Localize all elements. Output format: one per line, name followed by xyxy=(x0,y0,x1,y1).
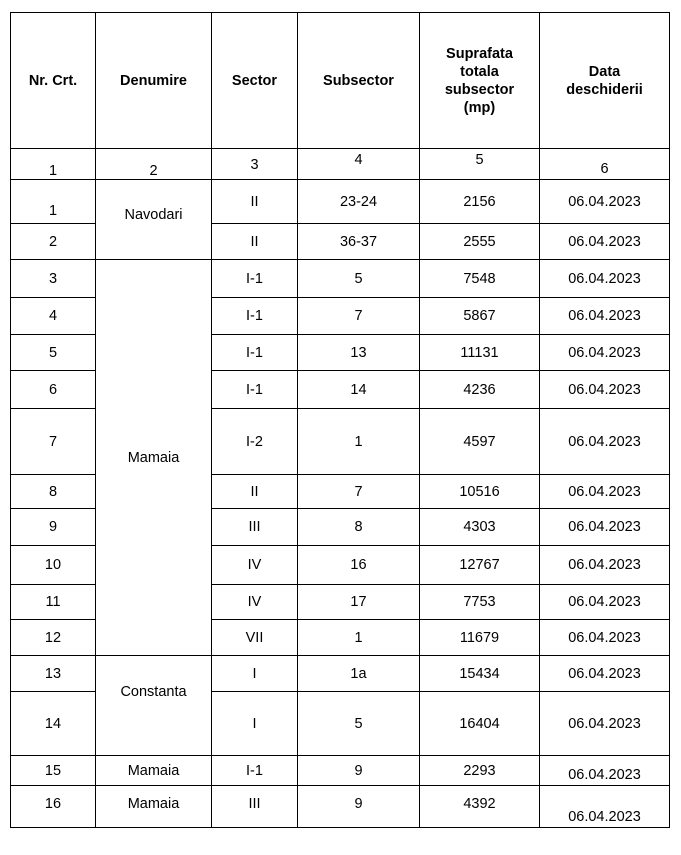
cell-denumire: Mamaia xyxy=(96,756,212,786)
cell-sector: II xyxy=(212,180,298,224)
cell-suprafata: 7753 xyxy=(420,585,540,620)
cell-nr: 1 xyxy=(11,180,96,224)
cell-suprafata: 10516 xyxy=(420,475,540,509)
cell-subsector: 23-24 xyxy=(298,180,420,224)
cell-suprafata: 12767 xyxy=(420,546,540,585)
cell-nr: 5 xyxy=(11,335,96,371)
cell-sector: III xyxy=(212,509,298,546)
cell-subsector: 7 xyxy=(298,298,420,335)
cell-nr: 14 xyxy=(11,692,96,756)
header-data-deschiderii: Data deschiderii xyxy=(540,13,670,149)
cell-data: 06.04.2023 xyxy=(540,224,670,260)
cell-sector: II xyxy=(212,224,298,260)
cell-data: 06.04.2023 xyxy=(540,409,670,475)
cell-subsector: 36-37 xyxy=(298,224,420,260)
cell-suprafata: 4236 xyxy=(420,371,540,409)
cell-data: 06.04.2023 xyxy=(540,620,670,656)
cell-suprafata: 4303 xyxy=(420,509,540,546)
cell-subsector: 13 xyxy=(298,335,420,371)
cell-sector: I-1 xyxy=(212,298,298,335)
cell-suprafata: 4392 xyxy=(420,786,540,828)
cell-denumire: Mamaia xyxy=(96,786,212,828)
header-subsector: Subsector xyxy=(298,13,420,149)
header-denumire: Denumire xyxy=(96,13,212,149)
cell-nr: 16 xyxy=(11,786,96,828)
cell-subsector: 9 xyxy=(298,786,420,828)
cell-suprafata: 4597 xyxy=(420,409,540,475)
beach-sectors-table xyxy=(10,12,670,828)
cell-suprafata: 15434 xyxy=(420,656,540,692)
cell-data: 06.04.2023 xyxy=(540,786,670,828)
cell-nr: 3 xyxy=(11,260,96,298)
cell-sector: I xyxy=(212,656,298,692)
cell-subsector: 1 xyxy=(298,409,420,475)
column-number: 2 xyxy=(96,149,212,180)
cell-nr: 7 xyxy=(11,409,96,475)
cell-nr: 2 xyxy=(11,224,96,260)
cell-suprafata: 2555 xyxy=(420,224,540,260)
header-suprafata: Suprafata totala subsector (mp) xyxy=(420,13,540,149)
table-row xyxy=(11,260,670,298)
cell-nr: 4 xyxy=(11,298,96,335)
header-sector: Sector xyxy=(212,13,298,149)
cell-sector: III xyxy=(212,786,298,828)
cell-sector: II xyxy=(212,475,298,509)
cell-nr: 6 xyxy=(11,371,96,409)
cell-data: 06.04.2023 xyxy=(540,371,670,409)
header-nr-crt: Nr. Crt. xyxy=(11,13,96,149)
cell-sector: I-2 xyxy=(212,409,298,475)
cell-sector: I xyxy=(212,692,298,756)
cell-suprafata: 5867 xyxy=(420,298,540,335)
table-row xyxy=(11,656,670,692)
column-number: 1 xyxy=(11,149,96,180)
column-number: 5 xyxy=(420,149,540,180)
cell-sector: I-1 xyxy=(212,335,298,371)
cell-sector: I-1 xyxy=(212,371,298,409)
cell-nr: 12 xyxy=(11,620,96,656)
cell-subsector: 14 xyxy=(298,371,420,409)
cell-denumire: Constanta xyxy=(96,656,212,756)
cell-subsector: 1a xyxy=(298,656,420,692)
cell-data: 06.04.2023 xyxy=(540,298,670,335)
cell-subsector: 5 xyxy=(298,692,420,756)
column-number: 6 xyxy=(540,149,670,180)
column-number: 3 xyxy=(212,149,298,180)
cell-data: 06.04.2023 xyxy=(540,509,670,546)
cell-data: 06.04.2023 xyxy=(540,335,670,371)
cell-suprafata: 11679 xyxy=(420,620,540,656)
cell-subsector: 7 xyxy=(298,475,420,509)
cell-denumire: Mamaia xyxy=(96,260,212,656)
cell-data: 06.04.2023 xyxy=(540,180,670,224)
cell-data: 06.04.2023 xyxy=(540,656,670,692)
header-row xyxy=(11,13,670,149)
cell-suprafata: 7548 xyxy=(420,260,540,298)
cell-data: 06.04.2023 xyxy=(540,585,670,620)
table-row xyxy=(11,756,670,786)
cell-suprafata: 2293 xyxy=(420,756,540,786)
cell-nr: 10 xyxy=(11,546,96,585)
cell-sector: I-1 xyxy=(212,756,298,786)
table-row xyxy=(11,180,670,224)
cell-nr: 13 xyxy=(11,656,96,692)
cell-nr: 15 xyxy=(11,756,96,786)
cell-subsector: 1 xyxy=(298,620,420,656)
table-row xyxy=(11,786,670,828)
cell-suprafata: 2156 xyxy=(420,180,540,224)
cell-nr: 8 xyxy=(11,475,96,509)
cell-data: 06.04.2023 xyxy=(540,475,670,509)
cell-sector: I-1 xyxy=(212,260,298,298)
cell-data: 06.04.2023 xyxy=(540,260,670,298)
cell-subsector: 9 xyxy=(298,756,420,786)
cell-sector: IV xyxy=(212,585,298,620)
column-number-row xyxy=(11,149,670,180)
cell-sector: IV xyxy=(212,546,298,585)
cell-data: 06.04.2023 xyxy=(540,756,670,786)
cell-sector: VII xyxy=(212,620,298,656)
cell-nr: 11 xyxy=(11,585,96,620)
column-number: 4 xyxy=(298,149,420,180)
cell-suprafata: 11131 xyxy=(420,335,540,371)
cell-data: 06.04.2023 xyxy=(540,546,670,585)
cell-subsector: 17 xyxy=(298,585,420,620)
cell-suprafata: 16404 xyxy=(420,692,540,756)
cell-subsector: 5 xyxy=(298,260,420,298)
cell-nr: 9 xyxy=(11,509,96,546)
cell-subsector: 16 xyxy=(298,546,420,585)
cell-denumire: Navodari xyxy=(96,180,212,260)
cell-data: 06.04.2023 xyxy=(540,692,670,756)
cell-subsector: 8 xyxy=(298,509,420,546)
